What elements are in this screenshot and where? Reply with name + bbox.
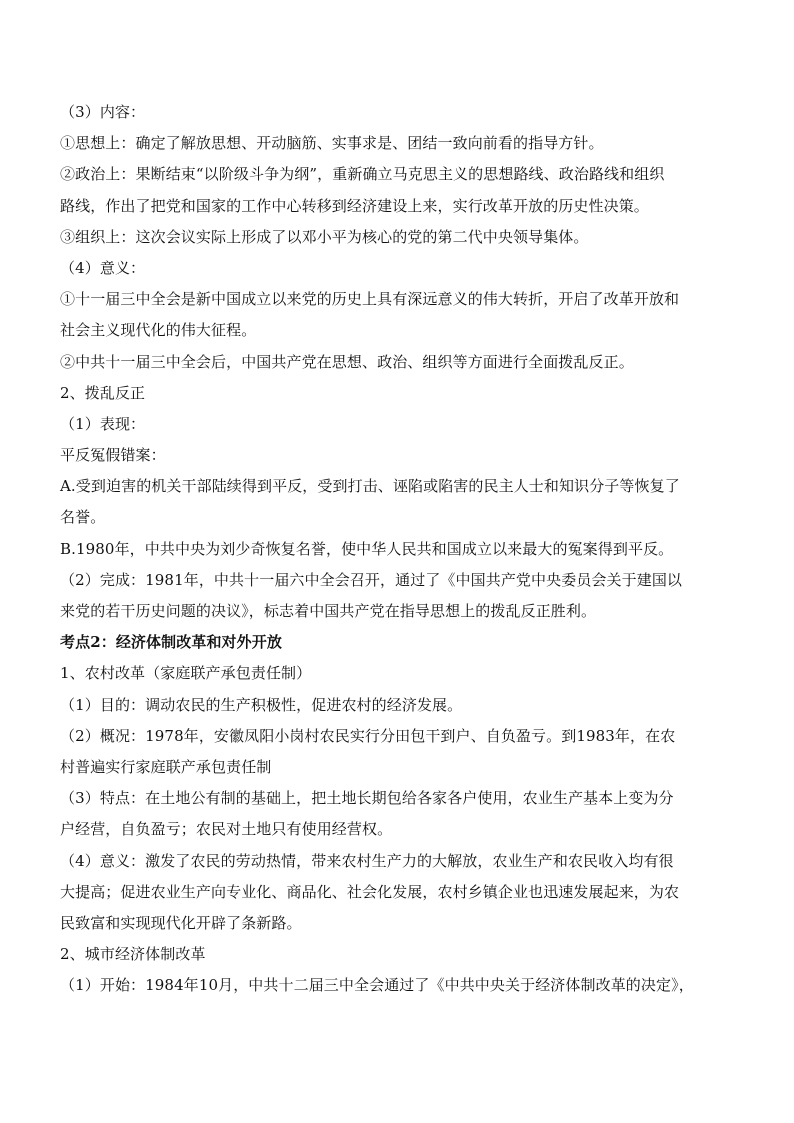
text-line: （3）特点：在土地公有制的基础上，把土地长期包给各家各户使用，农业生产基本上变为分 bbox=[60, 789, 674, 808]
text-line: 路线，作出了把党和国家的工作中心转移到经济建设上来，实行改革开放的历史性决策。 bbox=[60, 196, 649, 215]
text-line: （1）开始：1984年10月，中共十二届三中全会通过了《中共中央关于经济体制改革的决定》， bbox=[60, 976, 694, 995]
text-line: （1）表现： bbox=[60, 414, 146, 433]
text-line: ②政治上：果断结束“以阶级斗争为纲”，重新确立马克思主义的思想路线、政治路线和组织 bbox=[60, 165, 665, 184]
section-heading: 2、拨乱反正 bbox=[60, 383, 146, 402]
text-line: 来党的若干历史问题的决议》，标志着中国共产党在指导思想上的拨乱反正胜利。 bbox=[60, 602, 597, 620]
text-line: 户经营，自负盈亏；农民对土地只有使用经营权。 bbox=[60, 820, 393, 839]
topic-heading: 考点2：经济体制改革和对外开放 bbox=[60, 633, 282, 652]
text-line: A.受到迫害的机关干部陆续得到平反，受到打击、诬陷或陷害的民主人士和知识分子等恢复了 bbox=[60, 477, 680, 496]
text-line: B.1980年，中共中央为刘少奇恢复名誉，使中华人民共和国成立以来最大的冤案得到平反。 bbox=[60, 539, 674, 558]
text-line: （4）意义： bbox=[60, 258, 146, 277]
section-heading: 2、城市经济体制改革 bbox=[60, 945, 206, 964]
text-line: ①思想上：确定了解放思想、开动脑筋、实事求是、团结一致向前看的指导方针。 bbox=[60, 134, 604, 153]
text-line: ③组织上：这次会议实际上形成了以邓小平为核心的党的第二代中央领导集体。 bbox=[60, 227, 589, 246]
text-line: （4）意义：激发了农民的劳动热情，带来农村生产力的大解放，农业生产和农民收入均有很 bbox=[60, 851, 674, 870]
text-line: 民致富和实现现代化开辟了条新路。 bbox=[60, 913, 302, 932]
section-heading: 1、农村改革（家庭联产承包责任制） bbox=[60, 664, 312, 683]
text-line: 大提高；促进农业生产向专业化、商品化、社会化发展，农村乡镇企业也迅速发展起来，为农 bbox=[60, 882, 680, 901]
text-line: 村普遍实行家庭联产承包责任制 bbox=[60, 757, 272, 776]
text-line: ②中共十一届三中全会后，中国共产党在思想、政治、组织等方面进行全面拨乱反正。 bbox=[60, 352, 634, 371]
text-line: （2）完成：1981年，中共十一届六中全会召开，通过了《中国共产党中央委员会关于建国以 bbox=[60, 570, 683, 589]
text-line: （2）概况：1978年，安徽凤阳小岗村农民实行分田包干到户、自负盈亏。到1983年，在农 bbox=[60, 726, 676, 745]
text-line: （1）目的：调动农民的生产积极性，促进农村的经济发展。 bbox=[60, 695, 463, 714]
text-line: （3）内容： bbox=[60, 103, 146, 121]
text-line: ①十一届三中全会是新中国成立以来党的历史上具有深远意义的伟大转折，开启了改革开放和 bbox=[60, 290, 680, 309]
text-line: 平反冤假错案： bbox=[60, 446, 166, 465]
document-body bbox=[60, 97, 750, 1001]
text-line: 名誉。 bbox=[60, 508, 106, 527]
text-line: 社会主义现代化的伟大征程。 bbox=[60, 321, 257, 340]
